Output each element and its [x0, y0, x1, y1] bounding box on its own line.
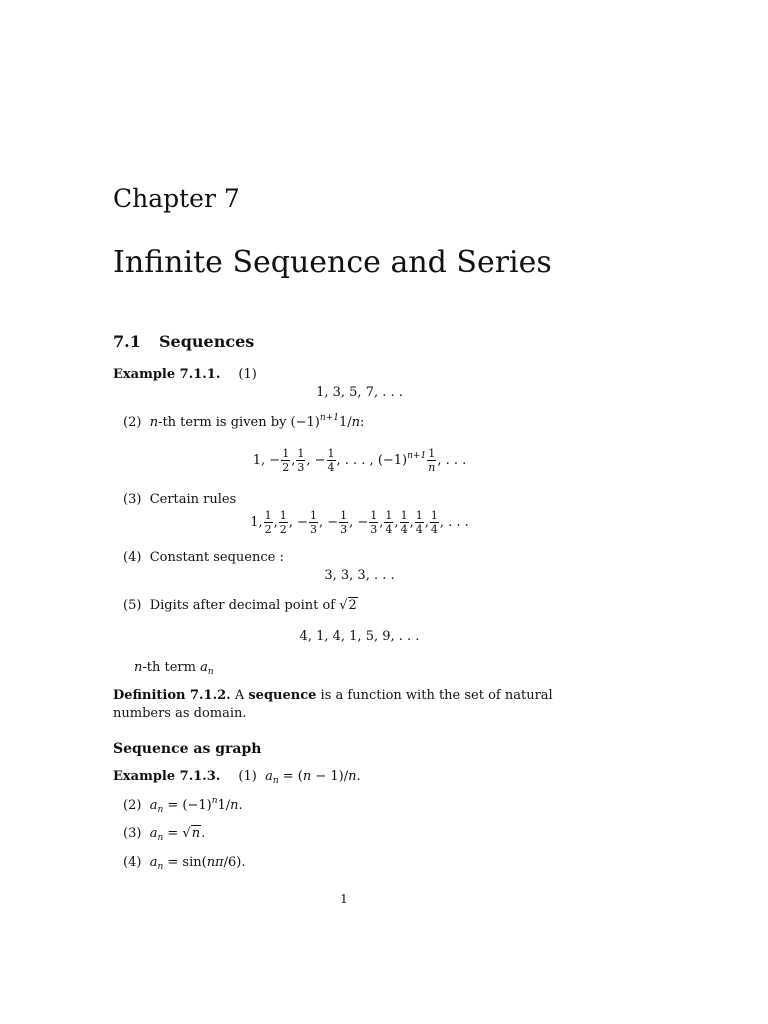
fraction [309, 509, 318, 536]
denominator: n [428, 461, 436, 474]
math-subscript: n [272, 776, 279, 786]
fraction [327, 447, 336, 474]
math-var: a [149, 798, 158, 813]
math-text: , [273, 515, 278, 530]
item-number: (1) [238, 367, 257, 382]
denominator: 3 [370, 523, 378, 536]
fraction [339, 509, 348, 536]
fraction [384, 509, 393, 536]
item-3-line [123, 492, 236, 508]
example-7-1-3-item-2 [123, 798, 243, 814]
item-text: -th term [142, 660, 196, 675]
math-exponent: n+1 [407, 451, 427, 461]
math-text: = [163, 826, 183, 841]
math-subscript: n [157, 805, 164, 815]
subsection-title: Sequence as graph [113, 741, 262, 757]
fraction [415, 509, 424, 536]
math-subscript: n [157, 862, 164, 872]
definition-term: sequence [248, 688, 317, 703]
denominator: 4 [385, 523, 393, 536]
fraction [264, 509, 273, 536]
item-number: (4) [123, 855, 142, 870]
example-7-1-3-line [113, 769, 361, 785]
math-var: n [302, 769, 312, 784]
fraction [430, 509, 439, 536]
math-text: , [409, 515, 414, 530]
math-text: , [291, 453, 296, 468]
math-var: n [351, 415, 360, 430]
numerator: 1 [385, 509, 393, 522]
math-text: , [379, 515, 384, 530]
math-var: a [149, 855, 158, 870]
math-var: a [200, 660, 208, 675]
math-text: 1, [250, 515, 263, 530]
sqrt-symbol: √2 [339, 598, 357, 613]
math-text: , − [349, 515, 369, 530]
math-var: n [134, 660, 143, 675]
denominator: 3 [340, 523, 348, 536]
numerator: 1 [430, 509, 438, 522]
item-number: (2) [123, 798, 142, 813]
item-text: : [359, 415, 365, 430]
example-label: Example 7.1.1. [113, 367, 221, 382]
item-number: (5) [123, 598, 142, 613]
math-text: /6). [223, 855, 246, 870]
math-subscript: n [207, 667, 214, 677]
math-var: a [265, 769, 273, 784]
display-alternating-sequence [113, 446, 606, 476]
item-number: (3) [123, 826, 142, 841]
definition-text: A [230, 688, 249, 703]
example-7-1-3-item-4 [123, 855, 245, 871]
math-text: = ( [278, 769, 303, 784]
rule-terms [263, 509, 440, 536]
math-text: , . . . [439, 515, 469, 530]
section-number: 7.1 [113, 332, 141, 351]
denominator: 4 [415, 523, 423, 536]
numerator: 1 [370, 509, 378, 522]
item-text: 1/ [338, 415, 352, 430]
math-text: , − [306, 453, 326, 468]
section-title: Sequences [159, 332, 255, 351]
math-text: 1, − [252, 453, 281, 468]
math-text: . [201, 826, 206, 841]
math-text: 1/ [217, 798, 231, 813]
example-label: Example 7.1.3. [113, 769, 221, 784]
item-5-line [123, 598, 358, 614]
math-text: , − [318, 515, 339, 530]
numerator: 1 [340, 509, 348, 522]
fraction [369, 509, 378, 536]
page-number: 1 [340, 892, 348, 906]
denominator: 4 [430, 523, 438, 536]
definition-text: is a function with the set of natural numbers as domain. [113, 688, 553, 721]
item-number: (1) [238, 769, 257, 784]
item-4-line [123, 550, 284, 566]
math-text: , . . . [437, 453, 467, 468]
fraction [296, 447, 305, 474]
fraction [281, 447, 290, 474]
item-number: (2) [123, 415, 142, 430]
denominator: 2 [282, 461, 290, 474]
item-2-line [123, 415, 364, 431]
display-constant-sequence: 3, 3, 3, . . . [324, 568, 395, 583]
numerator: 1 [282, 447, 290, 460]
math-text: , − [288, 515, 308, 530]
denominator: 3 [297, 461, 305, 474]
math-exponent: n [211, 796, 218, 806]
sqrt-symbol: √n [182, 826, 201, 841]
numerator: 1 [415, 509, 423, 522]
display-rule-sequence [113, 508, 606, 538]
math-var: a [149, 826, 158, 841]
math-var: n [230, 798, 239, 813]
numerator: 1 [264, 509, 272, 522]
item-text: Digits after decimal point of [149, 598, 336, 613]
math-text: − 1)/ [311, 769, 349, 784]
example-7-1-1-line [113, 367, 257, 383]
math-text: , [424, 515, 429, 530]
fraction [400, 509, 409, 536]
display-odd-numbers: 1, 3, 5, 7, . . . [316, 385, 403, 400]
display-sqrt2-digits: 4, 1, 4, 1, 5, 9, . . . [299, 629, 420, 644]
item-text: Constant sequence : [149, 550, 284, 565]
example-7-1-3-item-3 [123, 826, 205, 842]
nth-term-line [134, 660, 214, 676]
math-subscript: n [157, 833, 164, 843]
radicand: 2 [348, 598, 357, 613]
denominator: 2 [264, 523, 272, 536]
math-text: = (−1) [163, 798, 212, 813]
denominator: 4 [400, 523, 408, 536]
radicand: n [191, 826, 201, 841]
item-number: (4) [123, 550, 142, 565]
item-number: (3) [123, 492, 142, 507]
math-var: nπ [206, 855, 224, 870]
math-text: , . . . , (−1) [336, 453, 408, 468]
denominator: 4 [327, 461, 335, 474]
numerator: 1 [279, 509, 287, 522]
chapter-title: Infinite Sequence and Series [113, 245, 552, 280]
fraction [427, 447, 436, 474]
item-text: -th term is given by (−1) [158, 415, 320, 430]
numerator: 1 [400, 509, 408, 522]
math-var: n [149, 415, 159, 430]
numerator: 1 [297, 447, 305, 460]
math-text: , [394, 515, 399, 530]
math-text: . [238, 798, 243, 813]
numerator: 1 [428, 447, 436, 460]
fraction [279, 509, 288, 536]
numerator: 1 [309, 509, 317, 522]
math-var: n [348, 769, 357, 784]
definition-label: Definition 7.1.2. [113, 688, 231, 703]
denominator: 2 [279, 523, 287, 536]
chapter-label: Chapter 7 [113, 184, 240, 213]
math-text: = sin( [163, 855, 207, 870]
math-exponent: n+1 [319, 413, 339, 423]
item-text: Certain rules [149, 492, 237, 507]
denominator: 3 [309, 523, 317, 536]
definition-7-1-2 [113, 687, 583, 723]
section-heading [113, 331, 254, 353]
math-text: . [356, 769, 361, 784]
numerator: 1 [327, 447, 335, 460]
